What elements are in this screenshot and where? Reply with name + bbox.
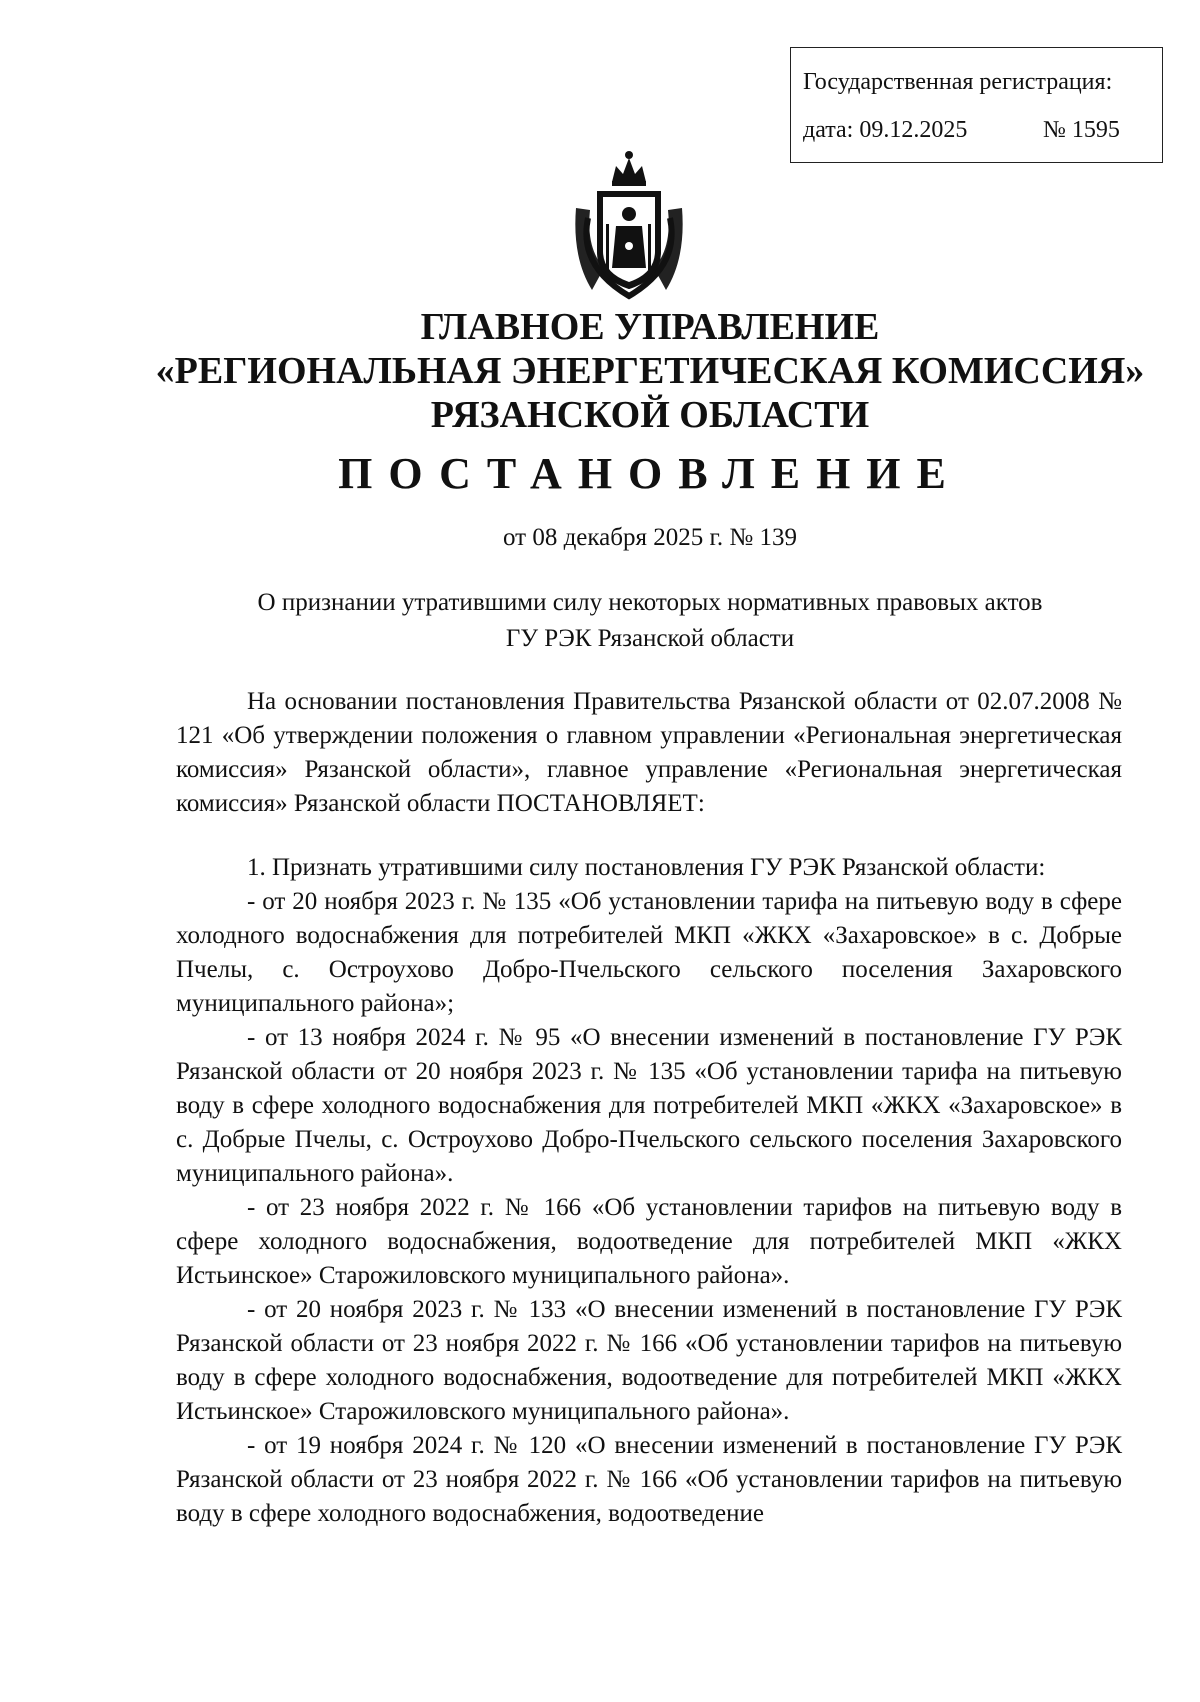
organization-line-3: РЯЗАНСКОЙ ОБЛАСТИ <box>430 394 870 436</box>
registration-stamp <box>790 47 1163 163</box>
document-date: от 08 декабря 2025 г. № 139 <box>502 524 798 551</box>
organization-name <box>60 305 1200 437</box>
list-item: - от 20 ноября 2023 г. № 135 «Об установлении тарифа на питьевую воду в сфере холодного водоснабжения для потребителей МКП «ЖКХ «Захаровское» в с. Добрые Пчелы, с. Остроухово Добро-Пчельского сельского поселения Захаровского муниципального района»; <box>176 888 1122 1017</box>
list-item: - от 23 ноября 2022 г. № 166 «Об установлении тарифов на питьевую воду в сфере холодного водоснабжения, водоотведение для потребителей МКП «ЖКХ Истьинское» Старожиловского муниципального района». <box>176 1194 1122 1289</box>
registration-title: Государственная регистрация: <box>803 69 1113 95</box>
list-item: - от 20 ноября 2023 г. № 133 «О внесении изменений в постановление ГУ РЭК Рязанской области от 23 ноября 2022 г. № 166 «Об установлении тарифов на питьевую воду в сфере холодного водоснабжения, водоотведение для потребителей МКП «ЖКХ Истьинское» Старожиловского муниципального района». <box>176 1296 1122 1425</box>
list-item: - от 19 ноября 2024 г. № 120 «О внесении изменений в постановление ГУ РЭК Рязанской области от 23 ноября 2022 г. № 166 «Об установлении тарифов на питьевую воду в сфере холодного водоснабжения, водоотведение <box>176 1432 1122 1527</box>
document-body <box>176 685 1122 1531</box>
ryazan-coat-of-arms-icon <box>568 148 690 300</box>
subject-line-1: О признании утратившими силу некоторых нормативных правовых актов <box>257 589 1043 616</box>
organization-line-2: «РЕГИОНАЛЬНАЯ ЭНЕРГЕТИЧЕСКАЯ КОМИССИЯ» <box>155 350 1145 392</box>
document-type: ПОСТАНОВЛЕНИЕ <box>338 449 962 498</box>
list-item: - от 13 ноября 2024 г. № 95 «О внесении изменений в постановление ГУ РЭК Рязанской области от 20 ноября 2023 г. № 135 «Об установлении тарифа на питьевую воду в сфере холодного водоснабжения для потребителей МКП «ЖКХ «Захаровское» в с. Добрые Пчелы, с. Остроухово Добро-Пчельского сельского поселения Захаровского муниципального района». <box>176 1024 1122 1187</box>
preamble-paragraph: На основании постановления Правительства Рязанской области от 02.07.2008 № 121 «Об утверждении положения о главном управлении «Региональная энергетическая комиссия» Рязанской области», главное управление «Региональная энергетическая комиссия» Рязанской области ПОСТАНОВЛЯЕТ: <box>176 688 1122 817</box>
document-subject <box>60 585 1200 657</box>
registration-number: № 1595 <box>1043 117 1120 143</box>
subject-line-2: ГУ РЭК Рязанской области <box>505 625 795 652</box>
registration-date: дата: 09.12.2025 <box>803 117 968 143</box>
item-1-paragraph: 1. Признать утратившими силу постановления ГУ РЭК Рязанской области: <box>247 854 1046 881</box>
organization-line-1: ГЛАВНОЕ УПРАВЛЕНИЕ <box>420 306 880 348</box>
